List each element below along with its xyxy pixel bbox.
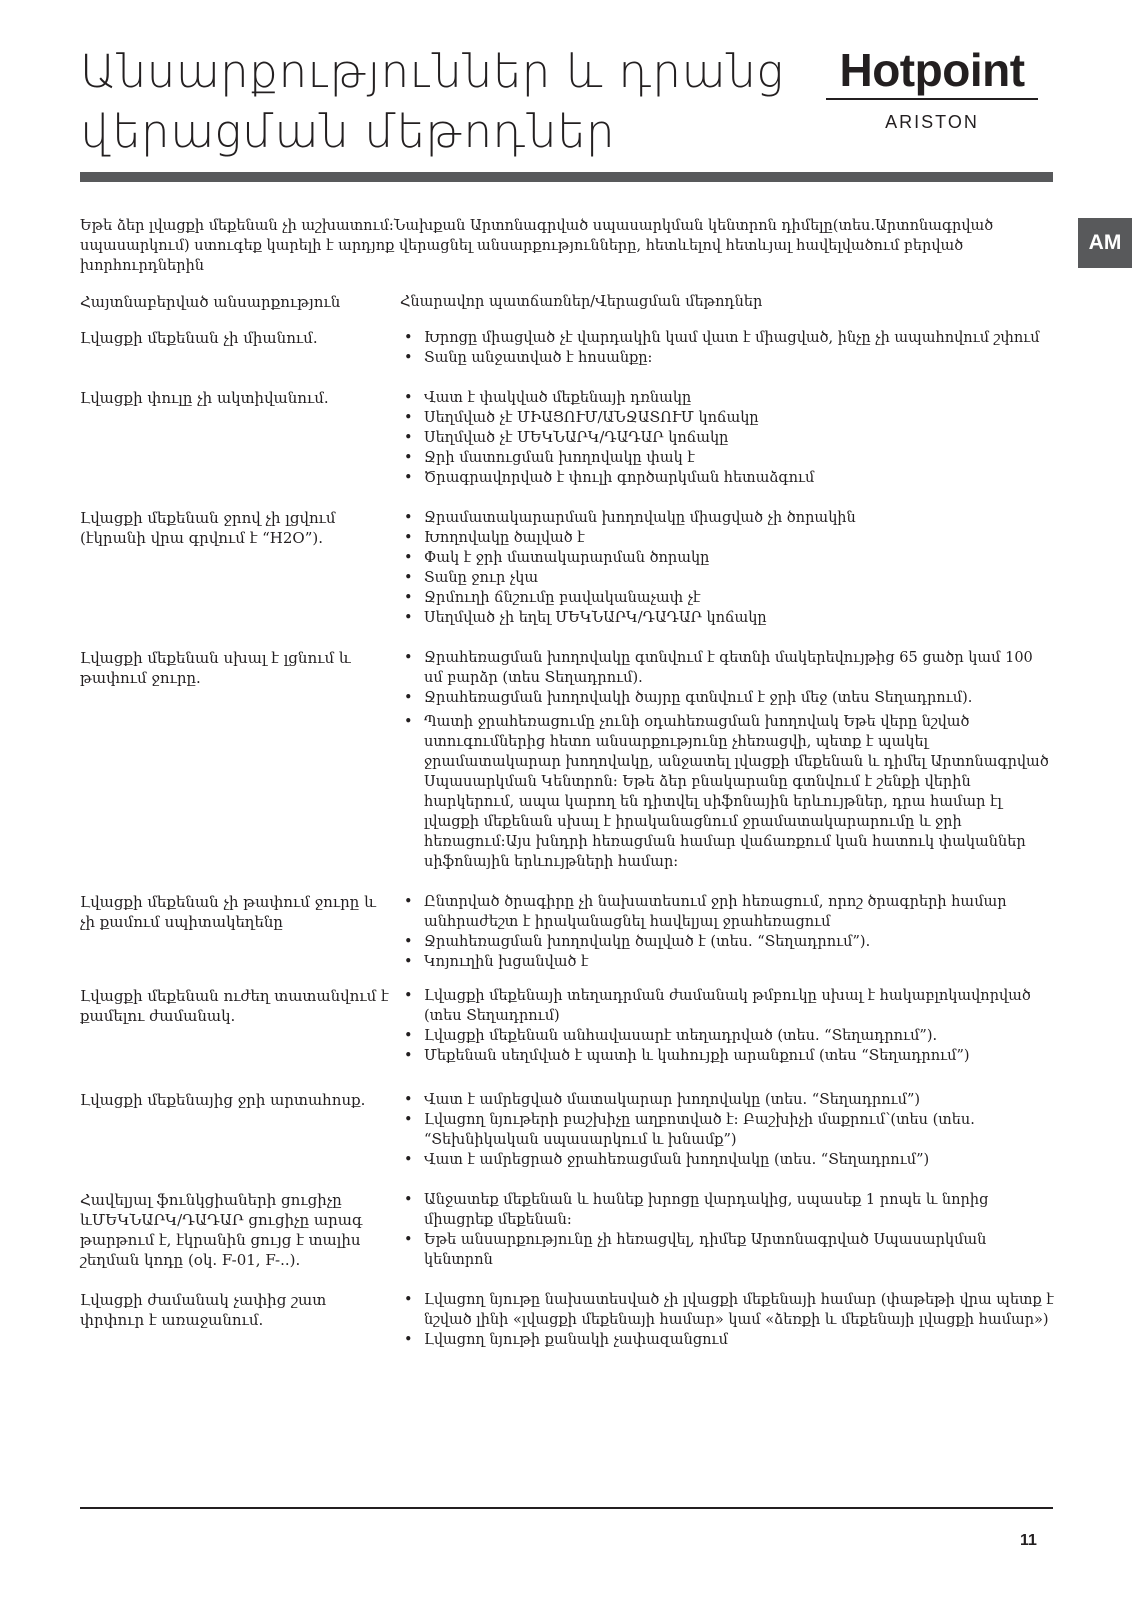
cause-item: • Վատ է ամրեցրած ջրահեռացման խողովակը (տես. “Տեղադրում”) (400, 1150, 1055, 1170)
problem-cell: Լվացքի ժամանակ չափից շատ փրփուր է առաջանում. (80, 1291, 327, 1329)
brand-name: Hotpoint (839, 44, 1025, 96)
footer-rule (80, 1507, 1053, 1509)
causes-cell (400, 1290, 1055, 1350)
cause-item: • Եթե անսարքությունը չի հեռացվել, դիմեք Արտոնագրված Սպասարկման կենտրոն (400, 1230, 1055, 1270)
problem-cell: Լվացքի մեքենան ջրով չի լցվում (էկրանի վրա գրվում է “H2O”). (80, 509, 336, 547)
problem-cell: Լվացքի մեքենան սխալ է լցնում և թափում ջուրը. (80, 649, 351, 687)
cause-item: • Ընտրված ծրագիրը չի նախատեսում ջրի հեռացում, որոշ ծրագրերի համար անհրաժեշտ է իրականացնել հավելյալ ջրահեռացում (400, 892, 1055, 932)
page-title-line-2: վերացման մեթոդներ (80, 105, 616, 158)
cause-item: • Լվացող նյութերի բաշխիչը աղբոտված է: Բաշխիչի մաքրում՝(տես (տես. “Տեխնիկական սպասարկում և խնամք”) (400, 1110, 1055, 1150)
brand-divider (826, 98, 1038, 100)
cause-item: • Կոյուղին խցանված է (400, 952, 1055, 972)
cause-item: • Ջրի մատուցման խողովակը փակ է (400, 448, 1055, 468)
cause-item: • Խրոցը միացված չէ վարդակին կամ վատ է միացված, ինչը չի ապահովում շփում (400, 328, 1055, 348)
header-problem: Հայտնաբերված անսարքություն (80, 293, 341, 311)
cause-item: • Լվացքի մեքենայի տեղադրման ժամանակ թմբուկը սխալ է հակաբլոկավորված (տես Տեղադրում) (400, 986, 1055, 1026)
cause-item: • Խողովակը ծալված է (400, 528, 1055, 548)
causes-cell (400, 508, 1055, 628)
table-row (80, 892, 1055, 972)
cause-item: • Պատի ջրահեռացումը չունի օդահեռացման խողովակ Եթե վերը նշված ստուգումներից հետո անսարքությունը չհեռացվի, պետք է պակել ջրամատակարար խողովակը, անջատել լվացքի մեքենան և դիմել Արտոնագրված Սպասարկման Կենտրոն: Եթե ձեր բնակարանը գտնվում է շենքի վերին հարկերում, ապա կարող են դիտվել սիֆոնային երևույթներ, դրա համար էլ լվացքի մեքենան սխալ է իրականացնում ջրամատակարարումը և ջրի հեռացում:Այս խնդրի հեռացման համար վաճառքում կան հատուկ փականներ սիֆոնային երևույթների համար: (400, 712, 1055, 872)
cause-item: • Տանը ջուր չկա (400, 568, 1055, 588)
problem-cell: Հավելյալ ֆունկցիաների ցուցիչը ևՄԵԿՆԱՐԿ/ԴԱԴԱՐ ցուցիչը արագ թարթում է, էկրանին ցույց է տալիս շեղման կոդը (օկ. F-01, F-..). (80, 1191, 363, 1269)
header-rule (80, 172, 1053, 182)
table-row (80, 648, 1055, 872)
header-causes: Հնարավոր պատճառներ/Վերացման մեթոդներ (400, 294, 763, 310)
cause-item: • Ջրամատակարարման խողովակը միացված չի ծորակին (400, 508, 1055, 528)
cause-item: • Փակ է ջրի մատակարարման ծորակը (400, 548, 1055, 568)
page-title-line-1: Անսարքություններ և դրանց (80, 45, 784, 98)
cause-item: • Լվացքի մեքենան անհավասարէ տեղադրված (տես. “Տեղադրում”). (400, 1026, 1055, 1046)
cause-item: • Մեքենան սեղմված է պատի և կահույքի արանքում (տես “Տեղադրում”) (400, 1046, 1055, 1066)
table-row (80, 388, 1055, 488)
cause-item: • Սեղմված չի եղել ՄԵԿՆԱՐԿ/ԴԱԴԱՐ կոճակը (400, 608, 1055, 628)
table-row (80, 508, 1055, 628)
table-row (80, 986, 1055, 1066)
cause-item: • Վատ է փակված մեքենայի դռնակը (400, 388, 1055, 408)
language-badge: AM (1078, 218, 1132, 268)
table-row (80, 1090, 1055, 1170)
troubleshooting-table (80, 292, 1055, 1350)
causes-cell (400, 986, 1055, 1066)
page-number: 11 (1020, 1532, 1037, 1549)
causes-cell (400, 328, 1055, 368)
cause-item: • Սեղմված չէ ՄԻԱՑՈՒՄ/ԱՆՋԱՏՈՒՄ կոճակը (400, 408, 1055, 428)
intro-paragraph: Եթե ձեր լվացքի մեքենան չի աշխատում:Նախքան Արտոնագրված սպասարկման կենտրոն դիմելը(տես.Արտոնագրված սպասարկում) ստուգեք կարելի է արդյոք վերացնել անսարքությունները, հետևելով հետևյալ հավելվածում բերված խորհուրդներին (80, 218, 994, 274)
cause-item: • Անջատեք մեքենան և հանեք խրոցը վարդակից, սպասեք 1 րոպե և նորից միացրեք մեքենան: (400, 1190, 1055, 1230)
cause-item: • Ջրահեռացման խողովակը ծալված է (տես. “Տեղադրում”). (400, 932, 1055, 952)
cause-item: • Լվացող նյութը նախատեսված չի լվացքի մեքենայի համար (փաթեթի վրա պետք է նշված լինի «լվացքի մեքենայի համար» կամ «ձեռքի և մեքենայի լվացքի համար») (400, 1290, 1055, 1330)
cause-item: • Վատ է ամրեցված մատակարար խողովակը (տես. “Տեղադրում”) (400, 1090, 1055, 1110)
brand-logo (818, 46, 1046, 133)
cause-item: • Ջրահեռացման խողովակը գտնվում է գետնի մակերեվույթից 65 ցածր կամ 100 սմ բարձր (տես Տեղադրում). (400, 648, 1055, 688)
problem-cell: Լվացքի մեքենան չի թափում ջուրը և չի քամում սպիտակեղենը (80, 893, 376, 931)
cause-item: • Ջրմուղի ճնշումը բավականաչափ չէ (400, 588, 1055, 608)
table-header (80, 292, 1055, 312)
page-title (80, 42, 784, 162)
causes-cell (400, 388, 1055, 488)
cause-item: • Ջրահեռացման խողովակի ծայրը գտնվում է ջրի մեջ (տես Տեղադրում). (400, 688, 1055, 708)
table-row (80, 328, 1055, 368)
causes-cell (400, 1190, 1055, 1270)
causes-cell (400, 1090, 1055, 1170)
cause-item: • Լվացող նյութի քանակի չափազանցում (400, 1330, 1055, 1350)
table-row (80, 1190, 1055, 1270)
cause-item: • Ծրագրավորված է փուլի գործարկման հետաձգում (400, 468, 1055, 488)
causes-cell (400, 892, 1055, 972)
problem-cell: Լվացքի մեքենան ուժեղ տատանվում է քամելու ժամանակ. (80, 987, 389, 1025)
problem-cell: Լվացքի փուլը չի ակտիվանում. (80, 389, 329, 407)
problem-cell: Լվացքի մեքենայից ջրի արտահոսք. (80, 1091, 366, 1109)
brand-subname: ARISTON (885, 112, 979, 132)
table-row (80, 1290, 1055, 1350)
cause-item: • Տանը անջատված է հոսանքը: (400, 348, 1055, 368)
causes-cell (400, 648, 1055, 872)
cause-item: • Սեղմված չէ ՄԵԿՆԱՐԿ/ԴԱԴԱՐ կոճակը (400, 428, 1055, 448)
problem-cell: Լվացքի մեքենան չի միանում. (80, 329, 318, 347)
